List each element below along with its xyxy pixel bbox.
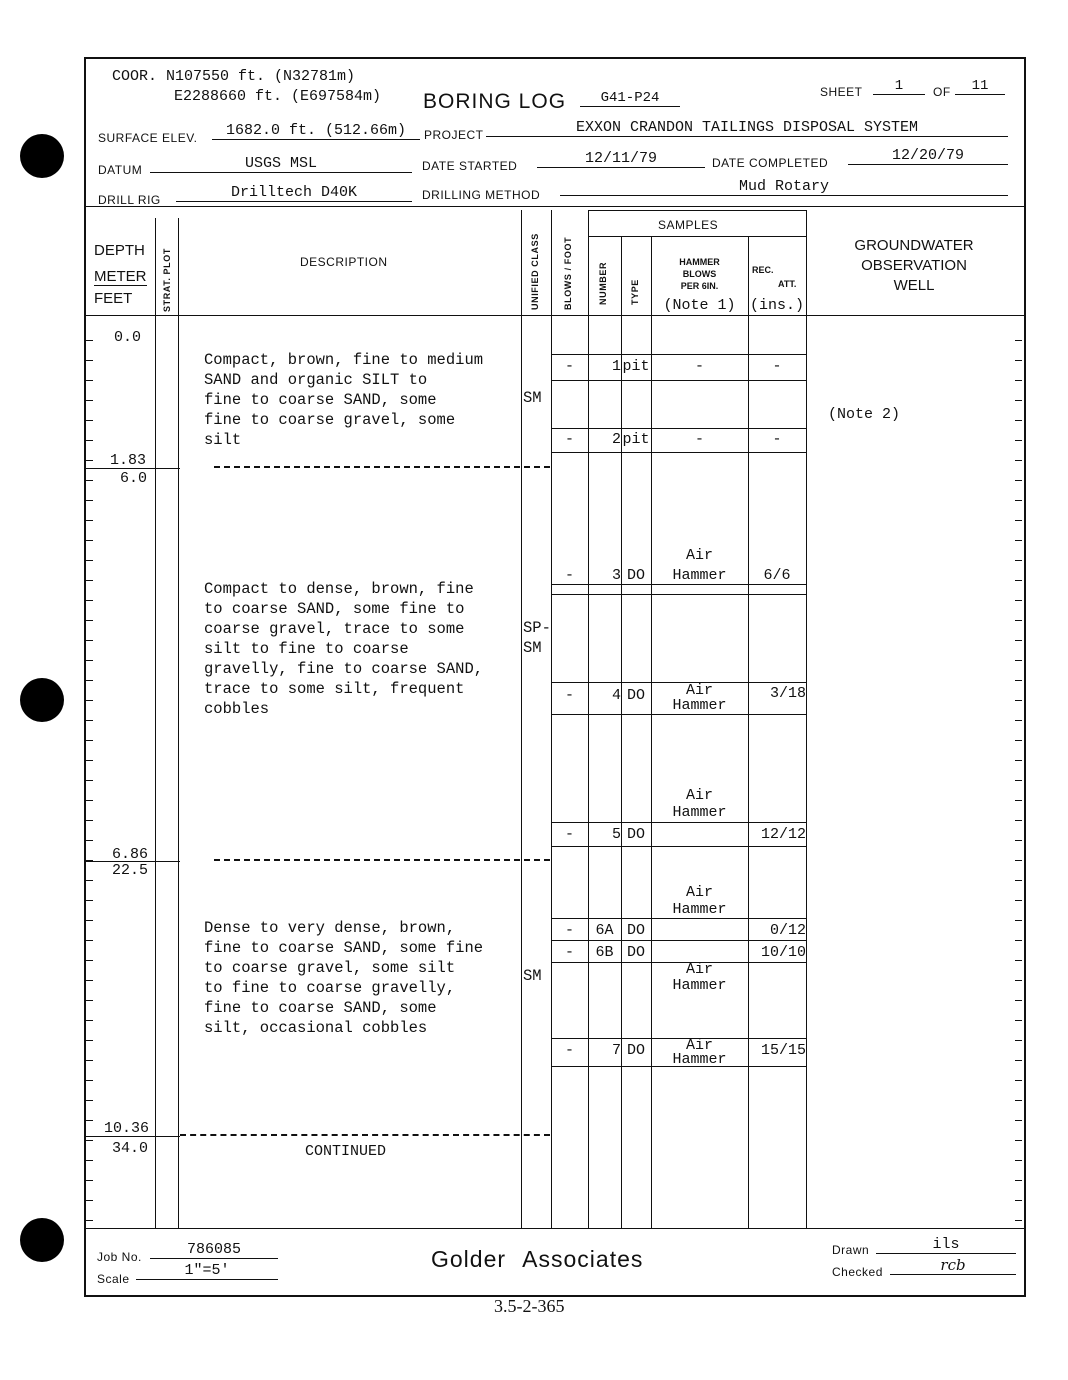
sample-2-hammer: -	[694, 431, 704, 448]
sample-5-rec: 12/12	[760, 826, 806, 843]
depth-tick	[1015, 980, 1022, 981]
depth-tick	[1015, 600, 1022, 601]
depth-tick	[86, 700, 93, 701]
depth-tick	[1015, 940, 1022, 941]
depth-tick	[86, 420, 93, 421]
continued-label: CONTINUED	[305, 1143, 387, 1160]
project-label: PROJECT	[424, 128, 484, 142]
sample-6b-rec: 10/10	[760, 944, 806, 961]
page-number: 3.5-2-365	[494, 1296, 565, 1316]
sample-row-line	[551, 428, 806, 429]
col-divider	[806, 210, 807, 1228]
sample-6b-type: DO	[626, 944, 645, 961]
drill-rig: Drilltech D40K	[176, 184, 412, 202]
hammer-blows-header: HAMMER BLOWS PER 6IN.	[679, 257, 720, 291]
sample-2-rec: -	[772, 431, 782, 448]
depth-tick	[86, 840, 93, 841]
col-divider	[621, 236, 622, 1228]
samples-header: SAMPLES	[658, 218, 719, 232]
depth-tick	[1015, 440, 1022, 441]
depth-tick	[1015, 1100, 1022, 1101]
sample-6a-rec: 0/12	[769, 922, 806, 939]
drill-rig-label: DRILL RIG	[98, 193, 161, 207]
depth-tick	[86, 520, 93, 521]
surface-elev: 1682.0 ft. (512.66m)	[212, 122, 420, 140]
depth-tick	[86, 1200, 93, 1201]
depth-tick	[86, 880, 93, 881]
depth-tick	[1015, 1080, 1022, 1081]
sample-row-line	[551, 354, 806, 355]
depth-tick	[1015, 740, 1022, 741]
depth-tick	[86, 1000, 93, 1001]
depth-tick	[86, 900, 93, 901]
footer-divider	[84, 1228, 1024, 1229]
depth-tick	[86, 340, 93, 341]
sample-6b-blows: -	[564, 944, 574, 961]
sample-3-number: 3	[611, 567, 621, 584]
sample-2-number: 2	[611, 431, 621, 448]
layer-boundary-meter	[86, 861, 180, 862]
depth-tick	[86, 720, 93, 721]
depth-meter-1: 1.83	[110, 452, 147, 469]
layer-boundary-meter	[86, 468, 180, 469]
sample-row-line	[551, 714, 806, 715]
sample-5-number: 5	[611, 826, 621, 843]
att-header: ATT.	[778, 279, 797, 289]
layer-3-uscs: SM	[523, 967, 542, 985]
depth-tick	[86, 660, 93, 661]
drilling-method-label: DRILLING METHOD	[422, 188, 541, 202]
checked-signature: rcb	[890, 1256, 1016, 1275]
sample-6a-blows: -	[564, 922, 574, 939]
date-started: 12/11/79	[537, 150, 705, 168]
depth-header: DEPTH	[94, 242, 145, 259]
depth-tick	[86, 1080, 93, 1081]
depth-tick	[1015, 380, 1022, 381]
sample-row-line	[551, 846, 806, 847]
checked-label: Checked	[832, 1265, 883, 1279]
depth-tick	[1015, 700, 1022, 701]
depth-tick	[86, 460, 93, 461]
depth-tick	[1015, 780, 1022, 781]
depth-tick	[1015, 480, 1022, 481]
boring-id: G41-P24	[580, 90, 680, 107]
depth-tick	[1015, 400, 1022, 401]
coor-line-1: COOR. N107550 ft. (N32781m)	[112, 68, 356, 85]
depth-tick	[86, 780, 93, 781]
sample-1-number: 1	[611, 358, 621, 375]
depth-tick	[86, 1160, 93, 1161]
layer-3-description: Dense to very dense, brown, fine to coarse SAND, some fine to coarse gravel, some silt to fine to coarse gravelly, fine to coarse SAND, some silt, occasional cobbles	[204, 919, 484, 1037]
sample-1-blows: -	[564, 358, 574, 375]
depth-tick	[86, 760, 93, 761]
sample-row-line	[551, 380, 806, 381]
sample-6b-hammer: Air Hammer	[672, 961, 727, 994]
document-title: BORING LOG	[423, 90, 567, 113]
job-number: 786085	[150, 1241, 278, 1259]
depth-tick	[1015, 880, 1022, 881]
layer-boundary-3	[180, 1134, 550, 1136]
depth-tick	[86, 920, 93, 921]
layer-1-uscs: SM	[523, 389, 542, 407]
unified-class-header: UNIFIED CLASS	[530, 233, 540, 310]
sample-6a-number: 6A	[595, 922, 614, 939]
depth-tick	[86, 640, 93, 641]
of-label: OF	[933, 85, 951, 99]
depth-tick	[86, 740, 93, 741]
sample-1-rec: -	[772, 358, 782, 375]
groundwater-note: (Note 2)	[828, 406, 901, 423]
sample-6b-number: 6B	[595, 944, 614, 961]
sample-row-line	[551, 822, 806, 823]
sample-5-hammer: Air Hammer	[672, 787, 727, 821]
feet-header: FEET	[94, 290, 133, 307]
sample-5-type: DO	[626, 826, 645, 843]
depth-tick	[86, 580, 93, 581]
depth-tick	[1015, 820, 1022, 821]
sample-1-type: pit	[622, 358, 650, 375]
date-completed: 12/20/79	[848, 147, 1008, 165]
depth-feet-2: 22.5	[112, 862, 149, 879]
depth-tick	[1015, 420, 1022, 421]
depth-tick	[86, 1020, 93, 1021]
blows-foot-header: BLOWS / FOOT	[563, 236, 573, 310]
depth-tick	[1015, 1220, 1022, 1221]
number-header: NUMBER	[598, 261, 608, 305]
depth-tick	[86, 400, 93, 401]
depth-feet-0: 0.0	[114, 329, 142, 346]
layer-2-description: Compact to dense, brown, fine to coarse SAND, some fine to coarse gravel, trace to some silt to fine to coarse gravelly, fine to coarse SAND, trace to some silt, frequent cobbles	[204, 580, 484, 718]
coor-east: E2288660 ft. (E697584m)	[174, 88, 382, 105]
coor-north: N107550 ft. (N32781m)	[166, 68, 356, 85]
depth-tick	[1015, 840, 1022, 841]
depth-tick	[86, 680, 93, 681]
depth-tick	[1015, 1180, 1022, 1181]
sample-3-rec: 6/6	[763, 567, 791, 584]
depth-tick	[86, 1060, 93, 1061]
sample-4-number: 4	[611, 687, 621, 704]
depth-tick	[86, 800, 93, 801]
col-divider	[748, 236, 749, 1228]
depth-tick	[86, 1220, 93, 1221]
sample-row-line	[551, 452, 806, 453]
depth-tick	[1015, 660, 1022, 661]
depth-tick	[1015, 800, 1022, 801]
samples-sub-divider	[588, 236, 806, 237]
binder-hole	[20, 1218, 64, 1262]
col-divider	[155, 218, 156, 1228]
rec-header: REC.	[752, 265, 774, 275]
sample-7-type: DO	[626, 1042, 645, 1059]
depth-tick	[86, 1140, 93, 1141]
col-divider	[178, 218, 179, 1228]
sample-7-rec: 15/15	[760, 1042, 806, 1059]
drilling-method: Mud Rotary	[560, 178, 1008, 196]
depth-tick	[1015, 1040, 1022, 1041]
sample-4-hammer: Air Hammer	[672, 682, 727, 714]
sample-6a-type: DO	[626, 922, 645, 939]
date-completed-label: DATE COMPLETED	[712, 156, 829, 170]
sample-7-hammer: Air Hammer	[672, 1037, 727, 1068]
depth-tick	[1015, 540, 1022, 541]
project-name: EXXON CRANDON TAILINGS DISPOSAL SYSTEM	[486, 119, 1008, 137]
scale-label: Scale	[97, 1272, 130, 1286]
depth-tick	[1015, 560, 1022, 561]
col-divider	[521, 210, 522, 1228]
layer-boundary-2	[214, 859, 550, 861]
binder-hole	[20, 678, 64, 722]
depth-tick	[1015, 620, 1022, 621]
depth-tick	[86, 980, 93, 981]
depth-tick	[1015, 960, 1022, 961]
depth-feet-3: 34.0	[112, 1140, 149, 1157]
sample-6a-hammer: Air Hammer	[672, 884, 727, 918]
depth-tick	[1015, 860, 1022, 861]
column-header-divider	[84, 315, 1024, 316]
depth-tick	[1015, 1060, 1022, 1061]
sample-3-hammer: Air Hammer	[672, 547, 727, 584]
col-divider	[651, 236, 652, 1228]
depth-tick	[1015, 720, 1022, 721]
binder-hole	[20, 134, 64, 178]
sample-4-type: DO	[626, 687, 645, 704]
sample-2-type: pit	[622, 431, 650, 448]
drawn-label: Drawn	[832, 1243, 870, 1257]
sample-5-blows: -	[564, 826, 574, 843]
depth-tick	[86, 440, 93, 441]
groundwater-header: GROUNDWATER OBSERVATION WELL	[854, 237, 974, 294]
sheet-number: 1	[873, 78, 925, 95]
depth-tick	[1015, 640, 1022, 641]
depth-tick	[86, 960, 93, 961]
depth-tick	[1015, 760, 1022, 761]
sample-4-rec: 3/18	[769, 685, 806, 702]
sample-row-line	[551, 918, 806, 919]
depth-tick	[1015, 500, 1022, 501]
depth-feet-1: 6.0	[120, 470, 148, 487]
layer-boundary-1	[214, 466, 550, 468]
depth-tick	[1015, 920, 1022, 921]
sample-3-type: DO	[626, 567, 645, 584]
sample-7-blows: -	[564, 1042, 574, 1059]
depth-tick	[1015, 1200, 1022, 1201]
date-started-label: DATE STARTED	[422, 159, 518, 173]
sample-1-hammer: -	[694, 358, 704, 375]
depth-tick	[1015, 1140, 1022, 1141]
job-label: Job No.	[97, 1250, 142, 1264]
depth-tick	[86, 500, 93, 501]
depth-tick	[86, 380, 93, 381]
depth-tick	[1015, 900, 1022, 901]
depth-tick	[86, 480, 93, 481]
type-header: TYPE	[630, 279, 640, 305]
depth-tick	[1015, 680, 1022, 681]
header-divider	[84, 206, 1024, 207]
depth-tick	[86, 1180, 93, 1181]
depth-tick	[86, 600, 93, 601]
company-name: Golder Associates	[431, 1246, 644, 1272]
depth-meter-2: 6.86	[112, 846, 149, 863]
sample-2-blows: -	[564, 431, 574, 448]
scale-value: 1"=5'	[136, 1262, 278, 1280]
drawn-initials: ils	[876, 1236, 1016, 1254]
depth-tick	[1015, 580, 1022, 581]
sample-7-number: 7	[611, 1042, 621, 1059]
depth-meter-3: 10.36	[104, 1120, 150, 1137]
depth-tick	[86, 820, 93, 821]
depth-tick	[86, 940, 93, 941]
depth-tick	[1015, 360, 1022, 361]
datum-label: DATUM	[98, 163, 143, 177]
meter-header: METER	[94, 268, 147, 285]
depth-tick	[1015, 520, 1022, 521]
depth-tick	[86, 1120, 93, 1121]
samples-top	[588, 210, 806, 211]
layer-boundary-meter	[86, 1136, 180, 1137]
depth-tick	[1015, 1020, 1022, 1021]
surface-elev-label: SURFACE ELEV.	[98, 131, 198, 145]
description-header: DESCRIPTION	[300, 255, 388, 269]
depth-tick	[1015, 1000, 1022, 1001]
depth-tick	[1015, 460, 1022, 461]
depth-tick	[1015, 1160, 1022, 1161]
layer-1-description: Compact, brown, fine to medium SAND and organic SILT to fine to coarse SAND, some fine to coarse gravel, some silt	[204, 351, 484, 449]
depth-tick	[86, 560, 93, 561]
depth-tick	[1015, 340, 1022, 341]
sheet-label: SHEET	[820, 85, 863, 99]
depth-tick	[86, 540, 93, 541]
sample-row-line	[551, 940, 806, 941]
sample-4-blows: -	[564, 687, 574, 704]
depth-tick	[86, 1100, 93, 1101]
depth-tick	[86, 620, 93, 621]
depth-tick	[86, 1040, 93, 1041]
sheet-total: 11	[955, 78, 1005, 95]
datum: USGS MSL	[150, 155, 412, 173]
hammer-note: (Note 1)	[663, 297, 736, 314]
depth-tick	[1015, 1120, 1022, 1121]
ins-header: (ins.)	[749, 297, 804, 314]
sample-3-blows: -	[564, 567, 574, 584]
layer-2-uscs: SP- SM	[523, 619, 551, 657]
sample-row-line	[551, 594, 806, 595]
strat-plot-header: STRAT. PLOT	[162, 248, 172, 312]
depth-tick	[86, 360, 93, 361]
